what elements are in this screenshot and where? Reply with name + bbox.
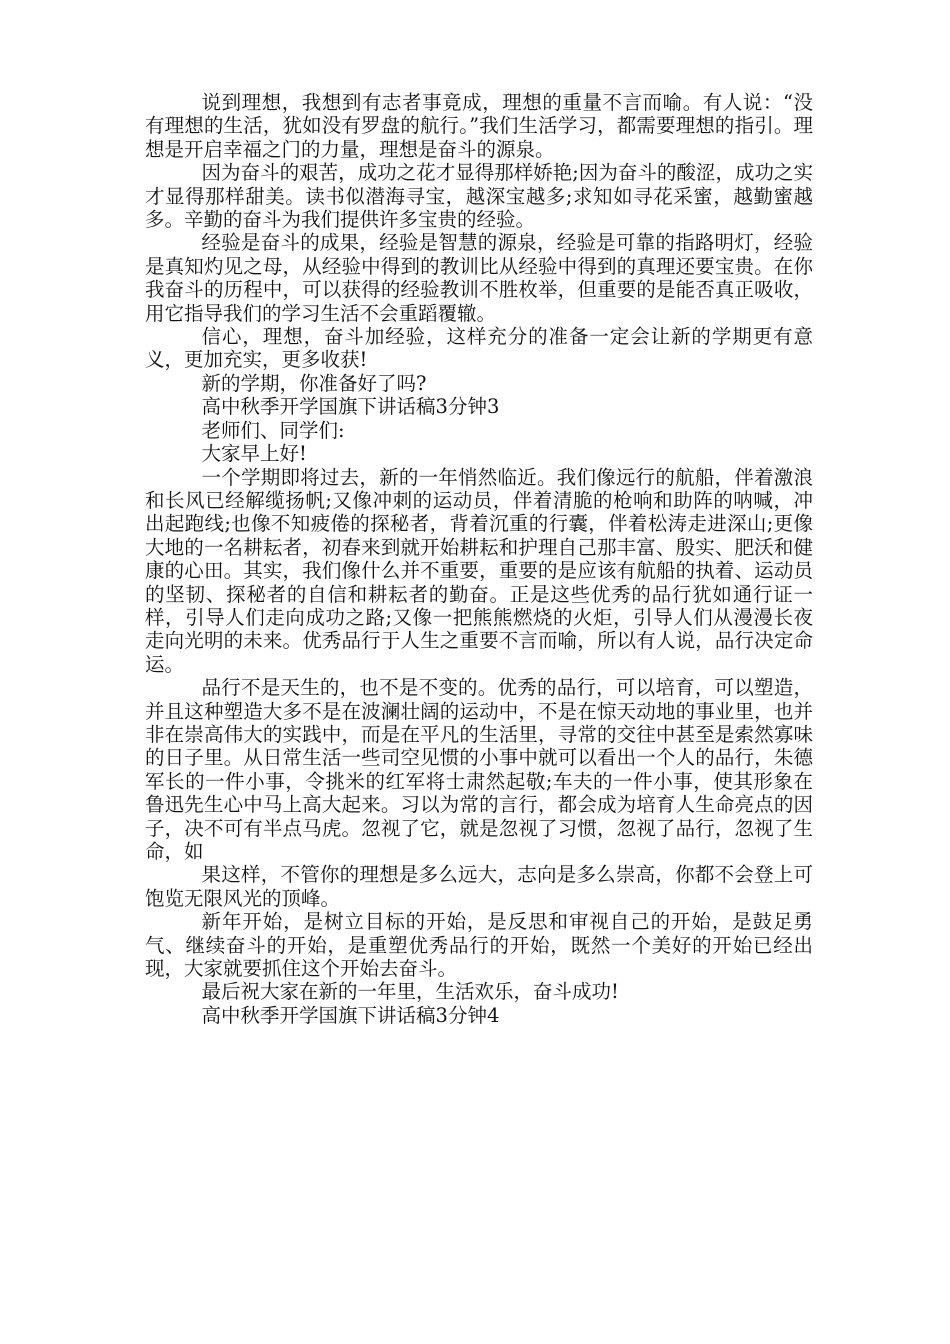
paragraph-new-beginning: 新年开始，是树立目标的开始，是反思和审视自己的开始，是鼓足勇气、继续奋斗的开始，是重塑优秀品行的开始，既然一个美好的开始已经出现，大家就要抓住这个开始去奋斗。 — [145, 910, 813, 981]
paragraph-ready-question: 新的学期，你准备好了吗? — [201, 371, 427, 395]
document-body — [145, 91, 813, 1027]
salutation: 老师们、同学们: — [201, 418, 345, 442]
paragraph-closing-wish: 最后祝大家在新的一年里，生活欢乐，奋斗成功! — [201, 980, 619, 1004]
paragraph-confidence: 信心，理想，奋斗加经验，这样充分的准备一定会让新的学期更有意义，更加充实，更多收获! — [145, 325, 813, 372]
section-heading-4: 高中秋季开学国旗下讲话稿3分钟4 — [201, 1003, 500, 1027]
paragraph-new-year: 一个学期即将过去，新的一年悄然临近。我们像远行的航船，伴着激浪和长风已经解缆扬帆;又像冲刺的运动员，伴着清脆的枪响和助阵的呐喊，冲出起跑线;也像不知疲倦的探秘者，背着沉重的行囊，伴着松涛走进深山;更像大地的一名耕耘者，初春来到就开始耕耘和护理自己那丰富、殷实、肥沃和健康的心田。其实，我们像什么并不重要，重要的是应该有航船的执着、运动员的坚韧、探秘者的自信和耕耘者的勤奋。正是这些优秀的品行犹如通行证一样，引导人们走向成功之路;又像一把熊熊燃烧的火炬，引导人们从漫漫长夜走向光明的未来。优秀品行于人生之重要不言而喻，所以有人说，品行决定命运。 — [145, 465, 813, 676]
paragraph-continuation: 果这样，不管你的理想是多么远大，志向是多么崇高，你都不会登上可饱览无限风光的顶峰。 — [145, 863, 813, 910]
paragraph-experience: 经验是奋斗的成果，经验是智慧的源泉，经验是可靠的指路明灯，经验是真知灼见之母，从经验中得到的教训比从经验中得到的真理还要宝贵。在你我奋斗的历程中，可以获得的经验教训不胜枚举，但重要的是能否真正吸收，用它指导我们的学习生活不会重蹈覆辙。 — [145, 231, 813, 325]
section-heading-3: 高中秋季开学国旗下讲话稿3分钟3 — [201, 395, 500, 419]
paragraph-character: 品行不是天生的，也不是不变的。优秀的品行，可以培育，可以塑造，并且这种塑造大多不是在波澜壮阔的运动中，不是在惊天动地的事业里，也并非在崇高伟大的实践中，而是在平凡的生活里，寻常的交往中甚至是索然寡味的日子里。从日常生活一些司空见惯的小事中就可以看出一个人的品行，朱德军长的一件小事，令挑米的红军将士肃然起敬;车夫的一件小事，使其形象在鲁迅先生心中马上高大起来。习以为常的言行，都会成为培育人生命亮点的因子，决不可有半点马虎。忽视了它，就是忽视了习惯，忽视了品行，忽视了生命，如 — [145, 676, 813, 863]
paragraph-struggle: 因为奋斗的艰苦，成功之花才显得那样娇艳;因为奋斗的酸涩，成功之实才显得那样甜美。读书似潜海寻宝，越深宝越多;求知如寻花采蜜，越勤蜜越多。辛勤的奋斗为我们提供许多宝贵的经验。 — [145, 161, 813, 232]
greeting: 大家早上好! — [201, 442, 307, 466]
paragraph-ideal: 说到理想，我想到有志者事竟成，理想的重量不言而喻。有人说：“没有理想的生活，犹如没有罗盘的航行。”我们生活学习，都需要理想的指引。理想是开启幸福之门的力量，理想是奋斗的源泉。 — [145, 91, 813, 161]
